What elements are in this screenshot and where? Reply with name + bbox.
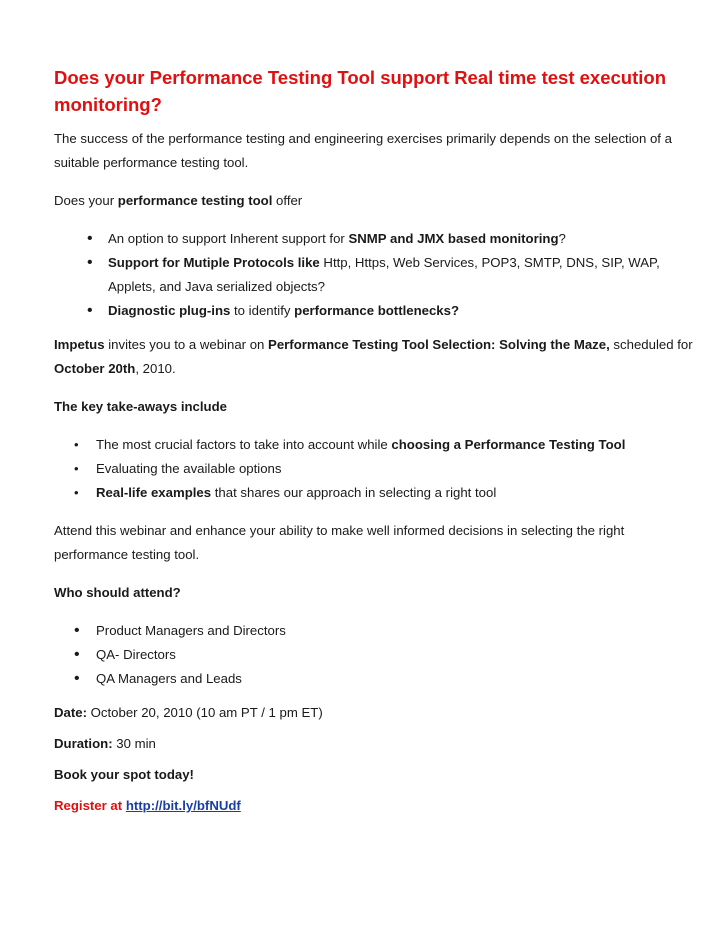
list-item: • The most crucial factors to take into account while choosing a Performance Testing Tool — [54, 433, 694, 457]
book-line: Book your spot today! — [54, 767, 194, 782]
page-title: Does your Performance Testing Tool support Real time test execution monitoring? — [54, 67, 666, 115]
register-link[interactable]: http://bit.ly/bfNUdf — [125, 798, 241, 813]
document-page — [54, 64, 694, 818]
duration-line: Duration: 30 min — [54, 736, 156, 751]
takeaways-heading: The key take-aways include — [54, 399, 227, 414]
list-item: • Product Managers and Directors — [54, 619, 694, 643]
offer-line: Does your performance testing tool offer — [54, 193, 303, 208]
list-item: • Real-life examples that shares our approach in selecting a right tool — [54, 481, 694, 505]
register-line: Register at http://bit.ly/bfNUdf — [54, 798, 241, 813]
intro-paragraph: The success of the performance testing and engineering exercises primarily depends on the selection of a suitable performance testing tool. — [54, 131, 672, 170]
list-item: • Evaluating the available options — [54, 457, 694, 481]
list-item: • QA- Directors — [54, 643, 694, 667]
who-heading: Who should attend? — [54, 585, 181, 600]
audience-list — [54, 619, 694, 691]
features-list — [54, 227, 694, 323]
takeaways-list — [54, 433, 694, 505]
list-item: • An option to support Inherent support for SNMP and JMX based monitoring? — [54, 227, 694, 251]
date-line: Date: October 20, 2010 (10 am PT / 1 pm ET) — [54, 705, 323, 720]
list-item: • Diagnostic plug-ins to identify performance bottlenecks? — [54, 299, 694, 323]
list-item: • QA Managers and Leads — [54, 667, 694, 691]
attend-paragraph: Attend this webinar and enhance your ability to make well informed decisions in selecting the right performance testing tool. — [54, 523, 625, 562]
list-item: • Support for Mutiple Protocols like Http, Https, Web Services, POP3, SMTP, DNS, SIP, WAP, Applets, and Java serialized objects? — [54, 251, 694, 299]
invite-paragraph: Impetus invites you to a webinar on Performance Testing Tool Selection: Solving the Maze, scheduled for October 20th, 2010. — [54, 337, 693, 376]
